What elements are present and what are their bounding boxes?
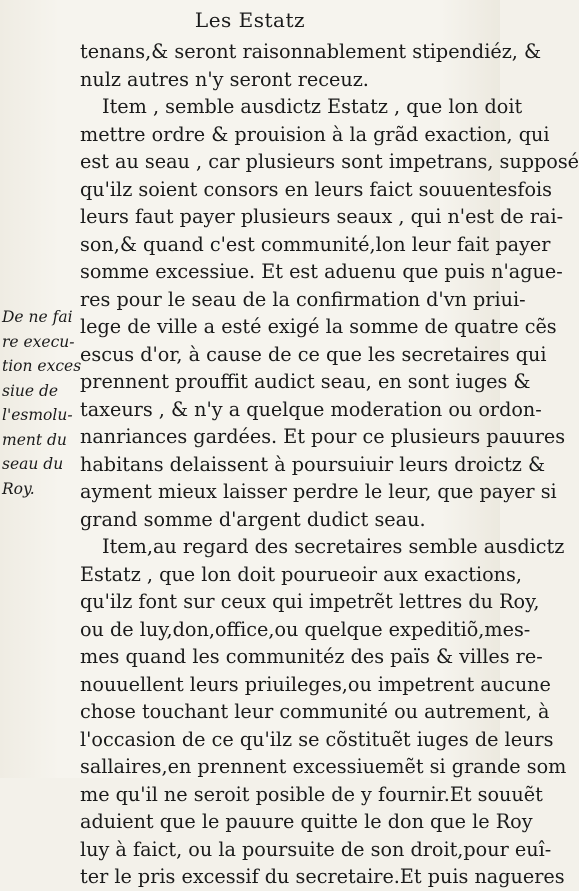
margin-note-line: tion exces [2, 357, 82, 375]
margin-note [2, 305, 82, 501]
text-line: ter le pris excessif du secretaire.Et puis nagueres [80, 865, 565, 888]
margin-note-line: siue de [2, 381, 59, 400]
text-line: ou de luy,don,office,ou quelque expeditiõ,mes- [80, 617, 531, 641]
paragraph-start-line: Item,au regard des secretaires semble ausdictz [102, 535, 565, 558]
text-line: taxeurs , & n'y a quelque moderation ou ordon- [80, 397, 542, 421]
margin-note-line: seau du [2, 455, 64, 473]
margin-note-line: l'esmolu- [2, 406, 73, 424]
margin-note-line: re execu- [2, 332, 75, 351]
text-line: somme excessiue. Et est aduenu que puis n'ague- [80, 260, 563, 283]
text-line: grand somme d'argent dudict seau. [80, 507, 426, 531]
margin-note-line: De ne fai [2, 308, 73, 326]
text-line: habitans delaissent à poursuiuir leurs droictz & [80, 452, 546, 476]
text-line: est au seau , car plusieurs sont impetrans, supposé [80, 150, 579, 173]
text-line: luy à faict, ou la poursuite de son droit,pour euî- [80, 837, 552, 861]
text-line: qu'ilz soient consors en leurs faict souuentesfois [80, 177, 553, 201]
text-line: Estatz , que lon doit pourueoir aux exactions, [80, 562, 522, 586]
text-line: sallaires,en prennent excessiuemẽt si grande som [80, 755, 567, 778]
text-line: nanriances gardées. Et pour ce plusieurs pauures [80, 425, 566, 448]
running-title: Les Estatz [194, 8, 306, 32]
text-line: nouuellent leurs priuileges,ou impetrent aucune [80, 672, 551, 696]
text-line: nulz autres n'y seront receuz. [80, 67, 369, 91]
body-text [80, 38, 579, 891]
text-line: tenans,& seront raisonnablement stipendiéz, & [80, 40, 542, 63]
text-line: son,& quand c'est communité,lon leur fait payer [80, 232, 551, 256]
text-line: res pour le seau de la confirmation d'vn priui- [80, 287, 526, 311]
text-line: me qu'il ne seroit posible de y fournir.Et souuẽt [80, 782, 543, 806]
text-line: escus d'or, à cause de ce que les secretaires qui [80, 342, 547, 366]
margin-note-line: Roy. [2, 479, 35, 498]
text-line: ayment mieux laisser perdre le leur, que payer si [80, 480, 557, 503]
text-line: lege de ville a esté exigé la somme de quatre cẽs [80, 315, 557, 338]
paragraph-start-line: Item , semble ausdictz Estatz , que lon doit [102, 95, 523, 118]
text-line: aduient que le pauure quitte le don que le Roy [80, 810, 533, 833]
text-line: chose touchant leur communité ou autrement, à [80, 700, 550, 723]
text-line: prennent prouffit audict seau, en sont iuges & [80, 370, 531, 393]
text-line: l'occasion de ce qu'ilz se cõstituẽt iuges de leurs [80, 727, 554, 751]
text-line: qu'ilz font sur ceux qui impetrẽt lettres du Roy, [80, 590, 540, 613]
margin-note-line: ment du [2, 430, 67, 449]
text-line: leurs faut payer plusieurs seaux , qui n'est de rai- [80, 205, 564, 228]
text-line: mettre ordre & prouision à la grãd exaction, qui [80, 122, 550, 146]
text-line: mes quand les communitéz des païs & villes re- [80, 645, 543, 668]
